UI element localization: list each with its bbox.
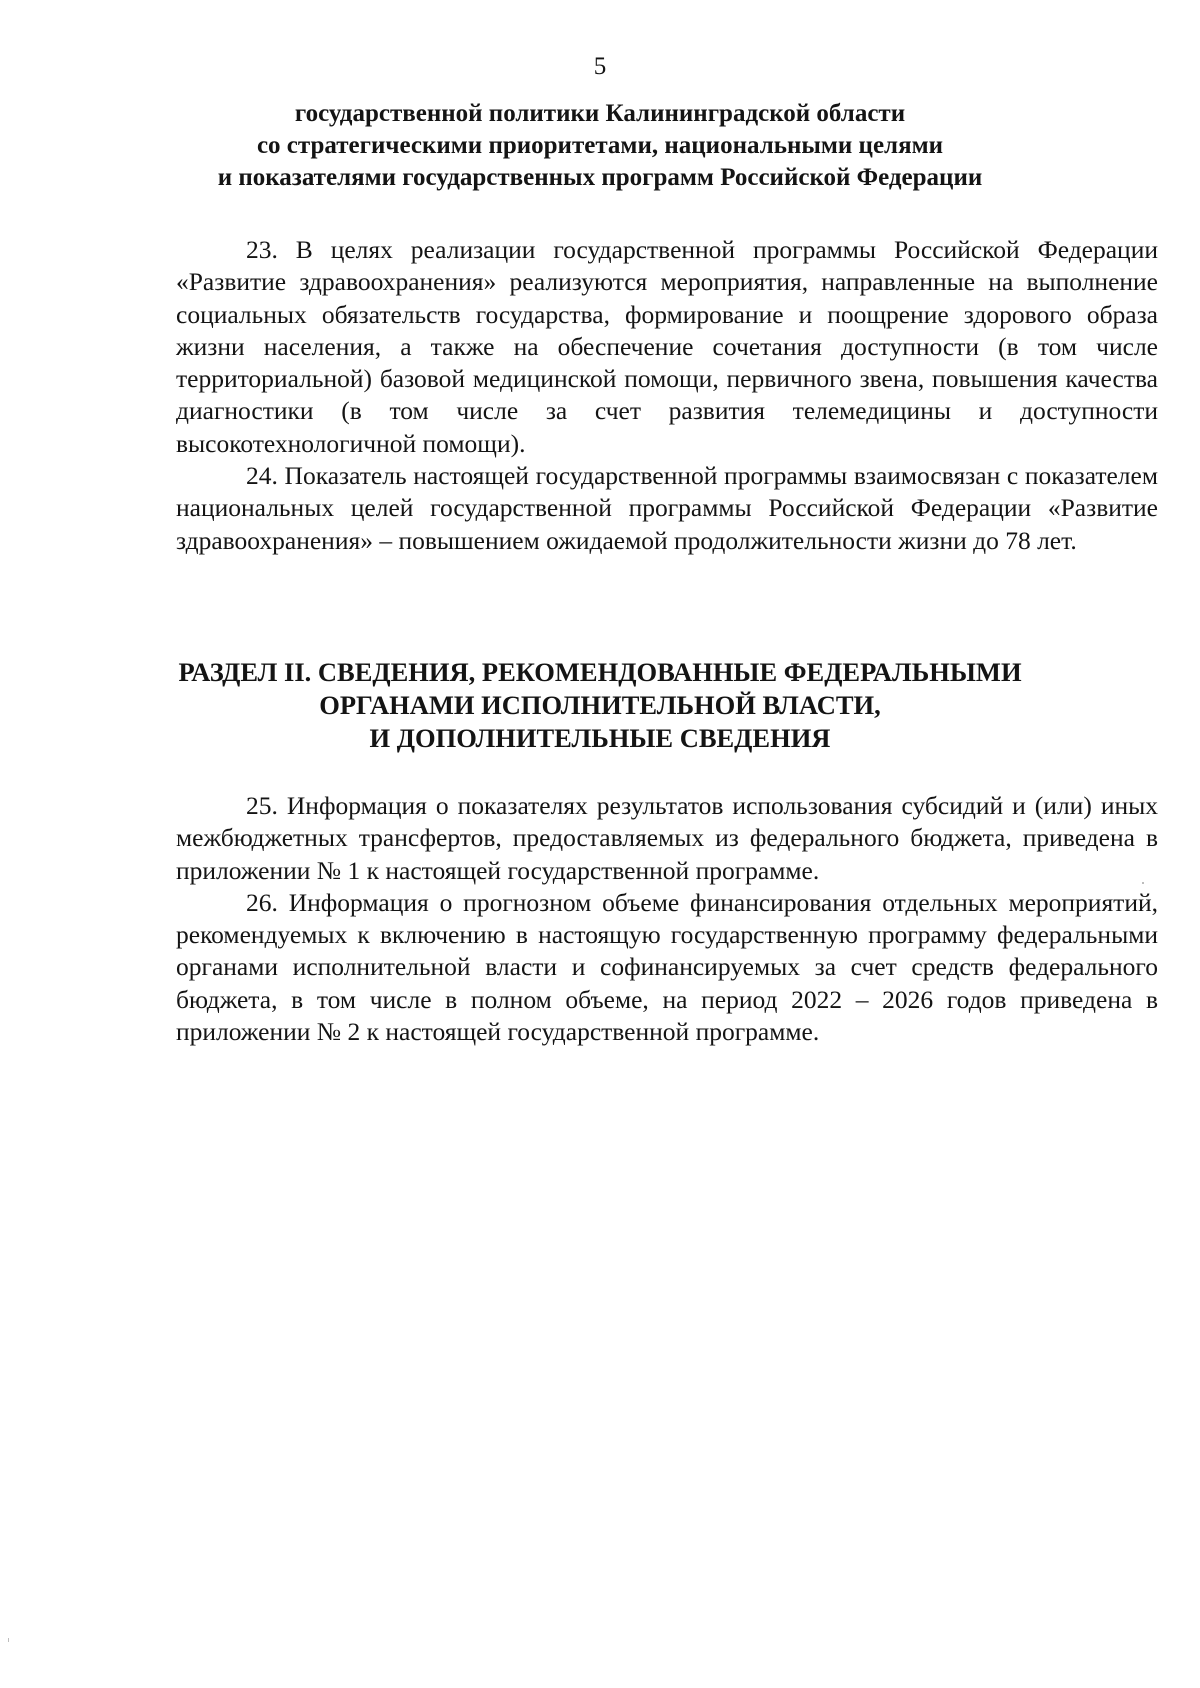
page-number: 5 — [593, 53, 607, 80]
heading-line: государственной политики Калининградской области — [294, 100, 906, 127]
scan-speck — [8, 1638, 9, 1642]
paragraph-26: 26. Информация о прогнозном объеме финансирования отдельных мероприятий, рекомендуемых к включению в настоящую государственную программу федеральными органами исполнительной власти и софинансируемых за счет средств федерального бюджета, в том числе в полном объеме, на период 2022 – 2026 годов приведена в приложении № 2 к настоящей государственной программе. — [176, 887, 1158, 1047]
heading-line: со стратегическими приоритетами, национальными целями — [256, 132, 944, 159]
section-heading-continuation — [160, 98, 1040, 194]
body-text-block-1 — [176, 234, 1158, 557]
heading-line: ОРГАНАМИ ИСПОЛНИТЕЛЬНОЙ ВЛАСТИ, — [319, 690, 881, 720]
heading-line: РАЗДЕЛ II. СВЕДЕНИЯ, РЕКОМЕНДОВАННЫЕ ФЕДЕРАЛЬНЫМИ — [178, 657, 1022, 687]
section-2-heading — [140, 656, 1060, 755]
heading-line: и показателями государственных программ Российской Федерации — [217, 164, 983, 191]
paragraph-24: 24. Показатель настоящей государственной программы взаимосвязан с показателем национальных целей государственной программы Российской Федерации «Развитие здравоохранения» – повышением ожидаемой продолжительности жизни до 78 лет. — [176, 461, 1158, 555]
body-text-block-2 — [176, 790, 1158, 1048]
heading-line: И ДОПОЛНИТЕЛЬНЫЕ СВЕДЕНИЯ — [369, 723, 831, 753]
paragraph-25: 25. Информация о показателях результатов использования субсидий и (или) иных межбюджетных трансфертов, предоставляемых из федерального бюджета, приведена в приложении № 1 к настоящей государственной программе. — [176, 791, 1158, 885]
paragraph-23: 23. В целях реализации государственной программы Российской Федерации «Развитие здравоохранения» реализуются мероприятия, направленные на выполнение социальных обязательств государства, формирование и поощрение здорового образа жизни населения, а также на обеспечение сочетания доступности (в том числе территориальной) базовой медицинской помощи, первичного звена, повышения качества диагностики (в том числе за счет развития телемедицины и доступности высокотехнологичной помощи). — [176, 235, 1158, 458]
scan-speck — [1142, 882, 1144, 884]
